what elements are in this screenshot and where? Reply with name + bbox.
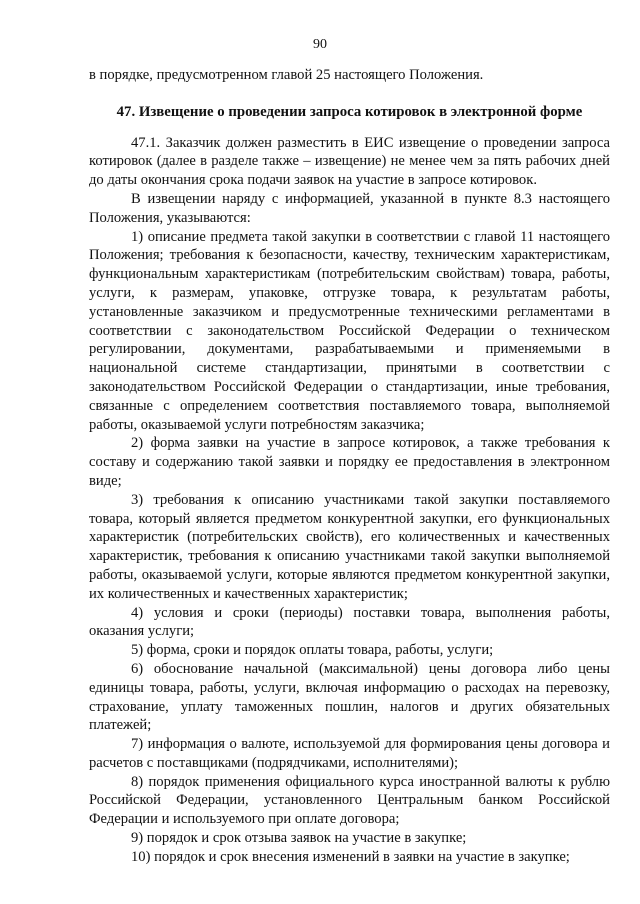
list-item-1: 1) описание предмета такой закупки в соответствии с главой 11 настоящего Положения; требования к безопасности, качеству, техническим характеристикам, функциональным характеристикам (потребительским свойствам) товара, работы, услуги, к размерам, упаковке, отгрузке товара, к результатам работы, установленные заказчиком и предусмотренные техническими регламентами в соответствии с законодательством Российской Федерации о техническом регулировании, документами, разрабатываемыми и применяемыми в национальной системе стандартизации, принятыми в соответствии с законодательством Российской Федерации о стандартизации, иные требования, связанные с определением соответствия поставляемого товара, выполняемой работы, оказываемой услуги потребностям заказчика;: [89, 228, 610, 433]
list-item-6: 6) обоснование начальной (максимальной) цены договора либо цены единицы товара, работы, услуги, включая информацию о расходах на перевозку, страхование, уплату таможенных пошлин, налогов и других обязательных платежей;: [89, 660, 610, 734]
list-item-3: 3) требования к описанию участниками такой закупки поставляемого товара, который является предметом конкурентной закупки, его функциональных характеристик (потребительских свойств), его количественных и качественных характеристик, требования к описанию участниками такой закупки выполняемой работы, оказываемой услуги, которые являются предметом конкурентной закупки, их количественных и качественных характеристик;: [89, 491, 610, 602]
list-item-4: 4) условия и сроки (периоды) поставки товара, выполнения работы, оказания услуги;: [89, 604, 610, 640]
list-item-2: 2) форма заявки на участие в запросе котировок, а также требования к составу и содержанию такой заявки и порядку ее предоставления в электронном виде;: [89, 435, 610, 489]
list-item-7: 7) информация о валюте, используемой для формирования цены договора и расчетов с поставщиками (подрядчиками, исполнителями);: [89, 736, 610, 771]
page-body: [89, 66, 610, 867]
paragraph-47-1: 47.1. Заказчик должен разместить в ЕИС извещение о проведении запроса котировок (далее в разделе также – извещение) не менее чем за пять рабочих дней до даты окончания срока подачи заявок на участие в запросе котировок.: [89, 134, 610, 189]
list-item-5: 5) форма, сроки и порядок оплаты товара, работы, услуги;: [131, 642, 494, 659]
list-item-10: 10) порядок и срок внесения изменений в заявки на участие в закупке;: [131, 848, 570, 865]
intro-line: в порядке, предусмотренном главой 25 настоящего Положения.: [89, 67, 484, 83]
list-item-8: 8) порядок применения официального курса иностранной валюты к рублю Российской Федерации, установленного Центральным банком Российской Федерации и используемого при оплате договора;: [89, 773, 610, 828]
page-number: 90: [313, 37, 327, 52]
list-item-9: 9) порядок и срок отзыва заявок на участие в закупке;: [131, 830, 467, 847]
section-heading: 47. Извещение о проведении запроса котировок в электронной форме: [116, 103, 583, 120]
paragraph-notice-contents: В извещении наряду с информацией, указанной в пункте 8.3 настоящего Положения, указываются:: [89, 190, 610, 226]
